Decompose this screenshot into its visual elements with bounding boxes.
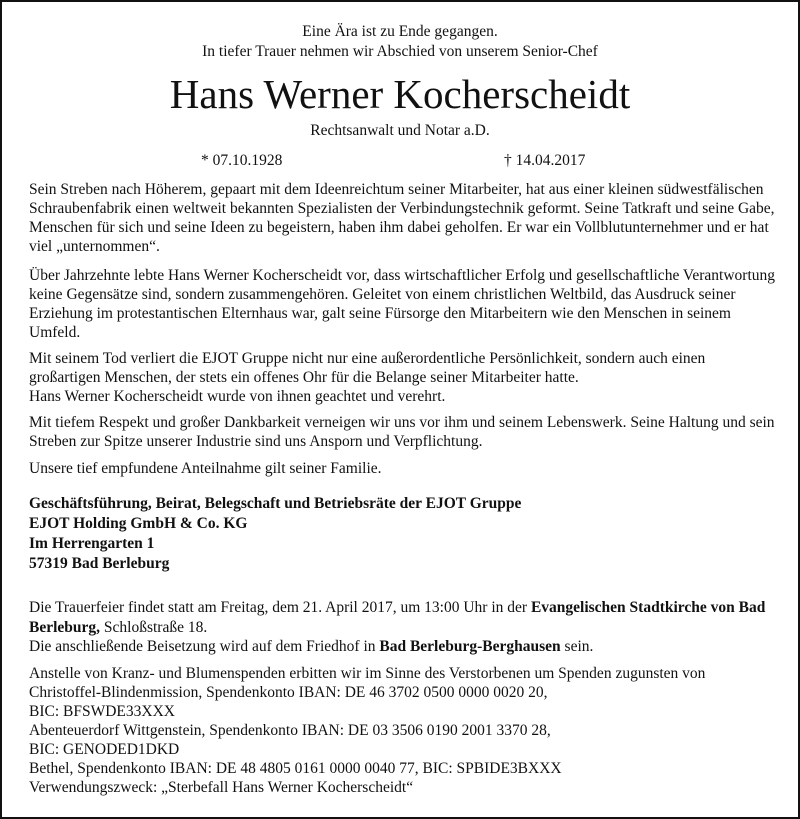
donation-intro: Anstelle von Kranz- und Blumenspenden erbitten wir im Sinne des Verstorbenen um Spenden zugunsten von: [29, 665, 706, 682]
intro-text: [0, 22, 800, 62]
donation-bic-1: BIC: BFSWDE33XXX: [29, 703, 175, 720]
paragraph-text: Mit tiefem Respekt und großer Dankbarkeit verneigen wir uns vor ihm und seinem Lebenswerk. Seine Haltung und sein Streben zur Spitze unserer Industrie sind uns Ansporn und Verpflichtung.: [29, 414, 775, 450]
paragraph-responsibility: [29, 266, 779, 342]
company-name: EJOT Holding GmbH & Co. KG: [29, 515, 248, 532]
funeral-text: Die Trauerfeier findet statt am Freitag, dem 21. April 2017, um 13:00 Uhr in der: [29, 599, 531, 616]
burial-text: Die anschließende Beisetzung wird auf dem Friedhof in: [29, 638, 380, 655]
donation-account-3: Bethel, Spendenkonto IBAN: DE 48 4805 0161 0000 0040 77, BIC: SPBIDE3BXXX: [29, 760, 562, 777]
donation-info: [29, 664, 779, 797]
donation-bic-2: BIC: GENODED1DKD: [29, 741, 180, 758]
donation-account-2: Abenteuerdorf Wittgenstein, Spendenkonto IBAN: DE 03 3506 0190 2001 3370 28,: [29, 722, 551, 739]
city-address: 57319 Bad Berleburg: [29, 555, 170, 572]
paragraph-text: Unsere tief empfundene Anteilnahme gilt seiner Familie.: [29, 460, 382, 477]
church-address: Schloßstraße 18.: [100, 618, 208, 636]
intro-line-2: In tiefer Trauer nehmen wir Abschied von unserem Senior-Chef: [202, 43, 598, 60]
birth-date: * 07.10.1928: [201, 152, 283, 169]
funeral-service: [29, 598, 779, 637]
burial-info: [29, 637, 779, 657]
burial-text-end: sein.: [560, 638, 594, 655]
profession: Rechtsanwalt und Notar a.D.: [310, 122, 490, 139]
signature-line: Geschäftsführung, Beirat, Belegschaft und Betriebsräte der EJOT Gruppe: [29, 495, 522, 512]
church-name: Evangelischen Stadtkirche von Bad Berleburg,: [29, 599, 766, 636]
death-date: † 14.04.2017: [504, 152, 586, 169]
donation-account-1: Christoffel-Blindenmission, Spendenkonto IBAN: DE 46 3702 0500 0000 0020 20,: [29, 684, 548, 701]
paragraph-legacy: [29, 180, 779, 256]
paragraph-respect: [29, 413, 779, 451]
paragraph-text: Sein Streben nach Höherem, gepaart mit dem Ideenreichtum seiner Mitarbeiter, hat aus einer kleinen südwestfälischen Schraubenfabrik einen weltweit bekannten Spezialisten der Verbindungstechnik geformt. Seine Tatkraft und seine Gabe, Menschen für sich und seine Ideen zu begeistern, haben ihm dabei geholfen. Er war ein Vollblutunternehmer und er hat viel „unternommen“.: [29, 181, 775, 255]
paragraph-text: Über Jahrzehnte lebte Hans Werner Kocherscheidt vor, dass wirtschaftlicher Erfolg und gesellschaftliche Verantwortung keine Gegensätze sind, sondern zusammengehören. Geleitet von einem christlichen Weltbild, das Ausdruck seiner Erziehung im protestantischen Elternhaus war, galt seine Fürsorge den Mitarbeitern wie den Menschen in seinem Umfeld.: [29, 267, 776, 341]
cemetery-name: Bad Berleburg-Berghausen: [379, 638, 561, 655]
paragraph-text: Mit seinem Tod verliert die EJOT Gruppe nicht nur eine außerordentliche Persönlichkeit, sondern auch einen großartigen Menschen, der stets ein offenes Ohr für die Belange seiner Mitarbeiter hatte.: [29, 350, 706, 386]
paragraph-loss: [29, 349, 779, 406]
paragraph-condolence: [29, 459, 779, 478]
street-address: Im Herrengarten 1: [29, 535, 155, 552]
funeral-info: [29, 598, 779, 657]
paragraph-text: Hans Werner Kocherscheidt wurde von ihnen geachtet und verehrt.: [29, 388, 446, 405]
intro-line-1: Eine Ära ist zu Ende gegangen.: [302, 23, 498, 40]
signature-block: [29, 494, 779, 574]
deceased-name: Hans Werner Kocherscheidt: [169, 71, 631, 117]
donation-reference: Verwendungszweck: „Sterbefall Hans Werner Kocherscheidt“: [29, 779, 414, 796]
